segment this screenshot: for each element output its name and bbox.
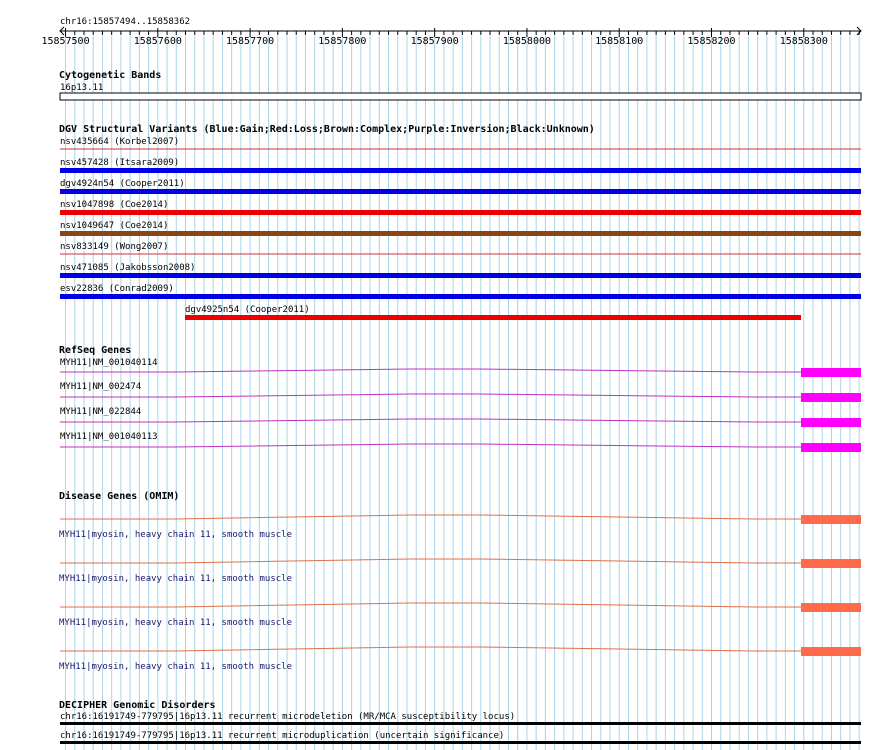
variant-bar-gain[interactable]	[60, 294, 861, 299]
decipher-track	[59, 699, 861, 744]
omim-gene-label[interactable]: MYH11|myosin, heavy chain 11, smooth muscle	[59, 662, 292, 672]
omim-gene-exon[interactable]	[801, 559, 861, 568]
cytoband-bar[interactable]	[60, 93, 861, 100]
ruler	[41, 17, 861, 47]
gene-label[interactable]: MYH11|NM_001040113	[60, 432, 158, 442]
gene-exon[interactable]	[801, 368, 861, 377]
decipher-item-label[interactable]: chr16:16191749-779795|16p13.11 recurrent microduplication (uncertain significance)	[60, 731, 505, 741]
variant-label[interactable]: nsv1049647 (Coe2014)	[60, 221, 169, 231]
gene-exon[interactable]	[801, 393, 861, 402]
cytoband-track	[59, 69, 861, 100]
omim-gene-exon[interactable]	[801, 515, 861, 524]
variant-bar-loss[interactable]	[60, 210, 861, 215]
gene-intron-line[interactable]	[60, 444, 801, 447]
omim-gene-exon[interactable]	[801, 603, 861, 612]
variant-bar-gain[interactable]	[60, 168, 861, 173]
omim-gene-label[interactable]: MYH11|myosin, heavy chain 11, smooth muscle	[59, 574, 292, 584]
omim-gene-label[interactable]: MYH11|myosin, heavy chain 11, smooth muscle	[59, 530, 292, 540]
ruler-tick-label: 15858000	[502, 36, 552, 47]
region-label: chr16:15857494..15858362	[60, 17, 191, 27]
dgv-track	[59, 123, 861, 320]
variant-label[interactable]: nsv1047898 (Coe2014)	[60, 200, 169, 210]
gene-exon[interactable]	[801, 418, 861, 427]
dgv-track-title: DGV Structural Variants (Blue:Gain;Red:Loss;Brown:Complex;Purple:Inversion;Black:Unknown)	[59, 124, 595, 135]
omim-gene-line[interactable]	[60, 603, 801, 607]
variant-bar-loss[interactable]	[185, 315, 801, 320]
variant-bar-gain[interactable]	[60, 273, 861, 278]
variant-label[interactable]: dgv4924n54 (Cooper2011)	[60, 179, 185, 189]
ruler-tick-label: 15857500	[41, 36, 90, 47]
refseq-track	[59, 345, 861, 452]
decipher-item-label[interactable]: chr16:16191749-779795|16p13.11 recurrent microdeletion (MR/MCA susceptibility locus)	[60, 712, 516, 722]
refseq-track-title: RefSeq Genes	[59, 345, 132, 356]
gene-intron-line[interactable]	[60, 419, 801, 422]
omim-gene-line[interactable]	[60, 515, 801, 519]
omim-gene-line[interactable]	[60, 647, 801, 651]
ruler-tick-label: 15858300	[779, 36, 828, 47]
decipher-bar[interactable]	[60, 741, 861, 744]
variant-bar-gain[interactable]	[60, 189, 861, 194]
gene-intron-line[interactable]	[60, 394, 801, 397]
cytoband-track-title: Cytogenetic Bands	[59, 70, 162, 81]
gene-label[interactable]: MYH11|NM_001040114	[60, 358, 158, 368]
ruler-tick-label: 15858100	[595, 36, 644, 47]
gene-intron-line[interactable]	[60, 369, 801, 372]
variant-label[interactable]: nsv457428 (Itsara2009)	[60, 158, 180, 168]
omim-track	[59, 490, 861, 672]
omim-gene-exon[interactable]	[801, 647, 861, 656]
ruler-tick-label: 15858200	[687, 36, 736, 47]
decipher-track-title: DECIPHER Genomic Disorders	[59, 700, 216, 711]
omim-gene-line[interactable]	[60, 559, 801, 563]
background-grid	[66, 36, 860, 750]
gene-exon[interactable]	[801, 443, 861, 452]
ruler-minor-ticks	[75, 31, 859, 35]
omim-gene-label[interactable]: MYH11|myosin, heavy chain 11, smooth muscle	[59, 618, 292, 628]
omim-track-title: Disease Genes (OMIM)	[59, 491, 180, 502]
ruler-tick-label: 15857600	[133, 36, 182, 47]
ruler-tick-label: 15857800	[318, 36, 367, 47]
variant-bar-complex[interactable]	[60, 231, 861, 236]
ruler-tick-label: 15857700	[226, 36, 275, 47]
cytoband-label[interactable]: 16p13.11	[60, 83, 104, 93]
gene-label[interactable]: MYH11|NM_002474	[60, 382, 142, 392]
variant-label[interactable]: nsv833149 (Wong2007)	[60, 242, 169, 252]
ruler-tick-label: 15857900	[410, 36, 459, 47]
variant-label[interactable]: esv22836 (Conrad2009)	[60, 284, 174, 294]
variant-label[interactable]: nsv435664 (Korbel2007)	[60, 137, 180, 147]
gene-label[interactable]: MYH11|NM_022844	[60, 407, 142, 417]
variant-label[interactable]: nsv471085 (Jakobsson2008)	[60, 263, 196, 273]
decipher-bar[interactable]	[60, 722, 861, 725]
variant-label[interactable]: dgv4925n54 (Cooper2011)	[185, 305, 310, 315]
